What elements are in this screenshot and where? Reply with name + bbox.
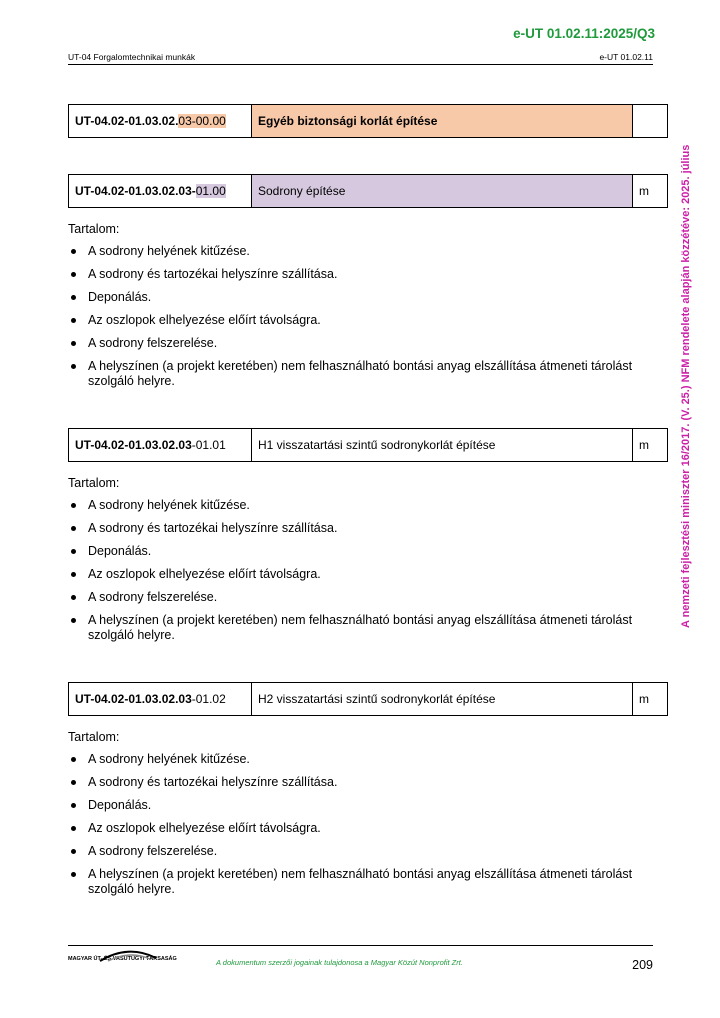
list-item: A sodrony helyének kitűzése. bbox=[88, 244, 658, 259]
list-item: A helyszínen (a projekt keretében) nem felhasználható bontási anyag elszállítása átmeneti tárolást szolgáló helyre. bbox=[88, 613, 658, 643]
item-unit: m bbox=[633, 175, 668, 208]
item-name: H1 visszatartási szintű sodronykorlát építése bbox=[252, 429, 633, 462]
society-logo: MAGYAR ÚT- ÉS VASÚTÜGYI TÁRSASÁG bbox=[68, 956, 177, 962]
list-item: Az oszlopok elhelyezése előírt távolságra. bbox=[88, 821, 658, 836]
content-section bbox=[68, 222, 658, 397]
content-list bbox=[68, 498, 658, 643]
list-item: A sodrony felszerelése. bbox=[88, 336, 658, 351]
header-right: e-UT 01.02.11 bbox=[599, 52, 653, 62]
content-list bbox=[68, 244, 658, 389]
list-item: A sodrony felszerelése. bbox=[88, 590, 658, 605]
list-item: A sodrony és tartozékai helyszínre szállítása. bbox=[88, 521, 658, 536]
item-code: UT-04.02-01.03.02.03-01.01 bbox=[69, 429, 252, 462]
item-table-h1 bbox=[68, 428, 668, 462]
section-label: Tartalom: bbox=[68, 222, 120, 236]
list-item: A sodrony és tartozékai helyszínre szállítása. bbox=[88, 267, 658, 282]
item-unit: m bbox=[633, 683, 668, 716]
list-item: A sodrony és tartozékai helyszínre szállítása. bbox=[88, 775, 658, 790]
item-table-main bbox=[68, 104, 668, 138]
page-footer bbox=[68, 945, 653, 972]
item-name: Sodrony építése bbox=[252, 175, 633, 208]
running-header bbox=[68, 52, 653, 65]
content-section bbox=[68, 476, 658, 651]
list-item: Deponálás. bbox=[88, 544, 658, 559]
content-section bbox=[68, 730, 658, 905]
list-item: Deponálás. bbox=[88, 290, 658, 305]
item-table-sub bbox=[68, 174, 668, 208]
item-unit: m bbox=[633, 429, 668, 462]
list-item: A sodrony helyének kitűzése. bbox=[88, 752, 658, 767]
page-number: 209 bbox=[632, 958, 653, 972]
section-label: Tartalom: bbox=[68, 730, 120, 744]
header-left: UT-04 Forgalomtechnikai munkák bbox=[68, 52, 196, 62]
publication-note: A nemzeti fejlesztési miniszter 16/2017. (V. 25.) NFM rendelete alapján közzétéve: 2025. július bbox=[680, 144, 692, 628]
item-name: Egyéb biztonsági korlát építése bbox=[252, 105, 633, 138]
item-code: UT-04.02-01.03.02.03-00.00 bbox=[69, 105, 252, 138]
document-code: e-UT 01.02.11:2025/Q3 bbox=[513, 26, 655, 41]
road-arc-icon bbox=[98, 948, 158, 962]
list-item: A helyszínen (a projekt keretében) nem felhasználható bontási anyag elszállítása átmeneti tárolást szolgáló helyre. bbox=[88, 359, 658, 389]
item-table-h2 bbox=[68, 682, 668, 716]
item-code: UT-04.02-01.03.02.03-01.02 bbox=[69, 683, 252, 716]
list-item: Deponálás. bbox=[88, 798, 658, 813]
item-code: UT-04.02-01.03.02.03-01.00 bbox=[69, 175, 252, 208]
item-name: H2 visszatartási szintű sodronykorlát építése bbox=[252, 683, 633, 716]
copyright-note: A dokumentum szerzői jogainak tulajdonosa a Magyar Közút Nonprofit Zrt. bbox=[216, 958, 463, 967]
list-item: Az oszlopok elhelyezése előírt távolságra. bbox=[88, 313, 658, 328]
list-item: A sodrony helyének kitűzése. bbox=[88, 498, 658, 513]
list-item: A sodrony felszerelése. bbox=[88, 844, 658, 859]
list-item: Az oszlopok elhelyezése előírt távolságra. bbox=[88, 567, 658, 582]
section-label: Tartalom: bbox=[68, 476, 120, 490]
content-list bbox=[68, 752, 658, 897]
list-item: A helyszínen (a projekt keretében) nem felhasználható bontási anyag elszállítása átmeneti tárolást szolgáló helyre. bbox=[88, 867, 658, 897]
item-unit bbox=[633, 105, 668, 138]
